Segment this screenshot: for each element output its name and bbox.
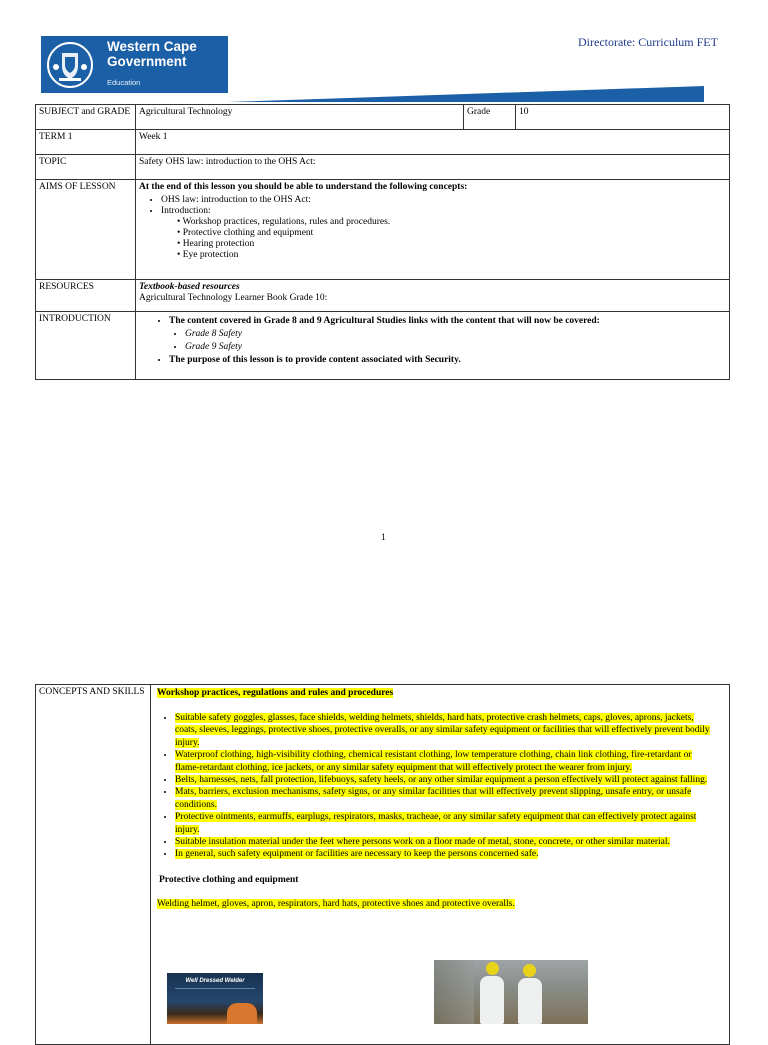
table-row — [36, 280, 730, 312]
aims-bullet-introduction: Introduction: — [161, 206, 211, 216]
header-stripe — [228, 86, 704, 102]
concept-item-text: In general, such safety equipment or facilities are necessary to keep the persons concerned safe. — [175, 849, 539, 860]
logo-line-3: Education — [107, 78, 141, 87]
list-item — [175, 848, 715, 860]
aims-sub-list — [161, 217, 726, 261]
coat-of-arms-icon — [45, 40, 95, 90]
grade-label: Grade — [464, 105, 516, 130]
concepts-table — [35, 684, 730, 1045]
list-item: • Grade 8 Safety — [185, 329, 726, 340]
list-item — [169, 316, 726, 353]
hard-hat-2 — [523, 964, 536, 977]
poster-title: Well Dressed Welder — [185, 978, 245, 984]
western-cape-government-logo — [41, 36, 228, 93]
list-item: • Protective clothing and equipment — [177, 228, 314, 238]
equipment-line-text: Welding helmet, gloves, apron, respirators, hard hats, protective shoes and protective overalls. — [157, 898, 515, 909]
subject-value: Agricultural Technology — [136, 105, 464, 130]
resources-label: RESOURCES — [36, 280, 136, 312]
table-row — [36, 685, 730, 1045]
resources-content — [136, 280, 730, 312]
term-value: Week 1 — [136, 130, 730, 155]
list-item — [175, 836, 715, 848]
concepts-heading — [157, 688, 715, 699]
introduction-content — [136, 312, 730, 380]
table-row — [36, 130, 730, 155]
resources-text: Agricultural Technology Learner Book Grade 10: — [139, 293, 328, 303]
concept-item-text: Waterproof clothing, high-visibility clothing, chemical resistant clothing, low temperature clothing, chain link clothing, fire-retardant or flame-retardant clothing, ice jackets, or any similar safety equipment that will effectively protect the wearer from injury. — [175, 750, 692, 773]
logo-line-1: Western Cape — [107, 39, 197, 54]
hard-hat-1 — [486, 962, 499, 975]
table-row — [36, 180, 730, 280]
term-label: TERM 1 — [36, 130, 136, 155]
list-item — [175, 786, 715, 811]
equipment-line — [157, 899, 715, 910]
person-in-suit-1 — [480, 976, 504, 1024]
intro-list — [139, 316, 726, 366]
aims-intro: At the end of this lesson you should be able to understand the following concepts: — [139, 182, 468, 192]
directorate-label: Directorate: Curriculum FET — [578, 35, 718, 49]
concept-item-text: Suitable insulation material under the feet where persons work on a floor made of metal, stone, concrete, or other similar material. — [175, 837, 670, 848]
list-item — [175, 712, 715, 749]
concept-item-text: Belts, harnesses, nets, fall protection, lifebuoys, safety heels, or any other similar equipment a person effectively will protect against falling. — [175, 775, 708, 786]
poster-divider — [175, 988, 255, 989]
table-row — [36, 105, 730, 130]
intro-sub-list — [169, 329, 726, 353]
welder-poster-image — [167, 973, 263, 1024]
protective-clothing-heading: Protective clothing and equipment — [159, 874, 299, 885]
list-item: • Hearing protection — [177, 239, 255, 249]
list-item — [175, 811, 715, 836]
page-number: 1 — [381, 533, 386, 543]
list-item — [161, 206, 726, 261]
table-row — [36, 312, 730, 380]
topic-value: Safety OHS law: introduction to the OHS Act: — [136, 155, 730, 180]
list-item: • Grade 9 Safety — [185, 342, 726, 353]
aims-content — [136, 180, 730, 280]
concept-item-text: Protective ointments, earmuffs, earplugs, respirators, masks, tracheae, or any similar safety equipment that can effectively protect against injury. — [175, 812, 697, 835]
person-in-suit-2 — [518, 978, 542, 1024]
list-item: • Eye protection — [177, 250, 239, 260]
list-item: • Workshop practices, regulations, rules and procedures. — [177, 217, 391, 227]
table-row — [36, 155, 730, 180]
concept-item-text: Suitable safety goggles, glasses, face shields, welding helmets, shields, hard hats, protective crash helmets, caps, gloves, aprons, jackets, coats, sleeves, leggings, protective shoes, protective overalls, or any similar safety equipment or facilities that will effectively prevent bodily injury. — [175, 713, 710, 748]
logo-line-2: Government — [107, 54, 187, 69]
lesson-plan-table — [35, 104, 730, 380]
aims-list — [139, 195, 726, 261]
introduction-label: INTRODUCTION — [36, 312, 136, 380]
subject-label: SUBJECT and GRADE — [36, 105, 136, 130]
grade-value: 10 — [516, 105, 730, 130]
resources-heading: Textbook-based resources — [139, 282, 240, 292]
aims-label: AIMS OF LESSON — [36, 180, 136, 280]
list-item: • OHS law: introduction to the OHS Act: — [161, 195, 726, 206]
protective-suits-photo — [434, 960, 588, 1024]
welder-figure — [227, 1003, 257, 1024]
list-item: • The purpose of this lesson is to provide content associated with Security. — [169, 355, 726, 366]
concepts-heading-text: Workshop practices, regulations and rules and procedures — [157, 688, 394, 698]
list-item — [175, 774, 715, 786]
intro-point-1: The content covered in Grade 8 and 9 Agricultural Studies links with the content that will now be covered: — [169, 316, 600, 326]
concept-item-text: Mats, barriers, exclusion mechanisms, safety signs, or any similar facilities that will effectively prevent slipping, unsafe entry, or unsafe conditions. — [175, 787, 692, 810]
concepts-list — [157, 712, 715, 861]
tree-background — [434, 960, 474, 1024]
list-item — [175, 749, 715, 774]
topic-label: TOPIC — [36, 155, 136, 180]
concepts-label: CONCEPTS AND SKILLS — [36, 685, 151, 1045]
